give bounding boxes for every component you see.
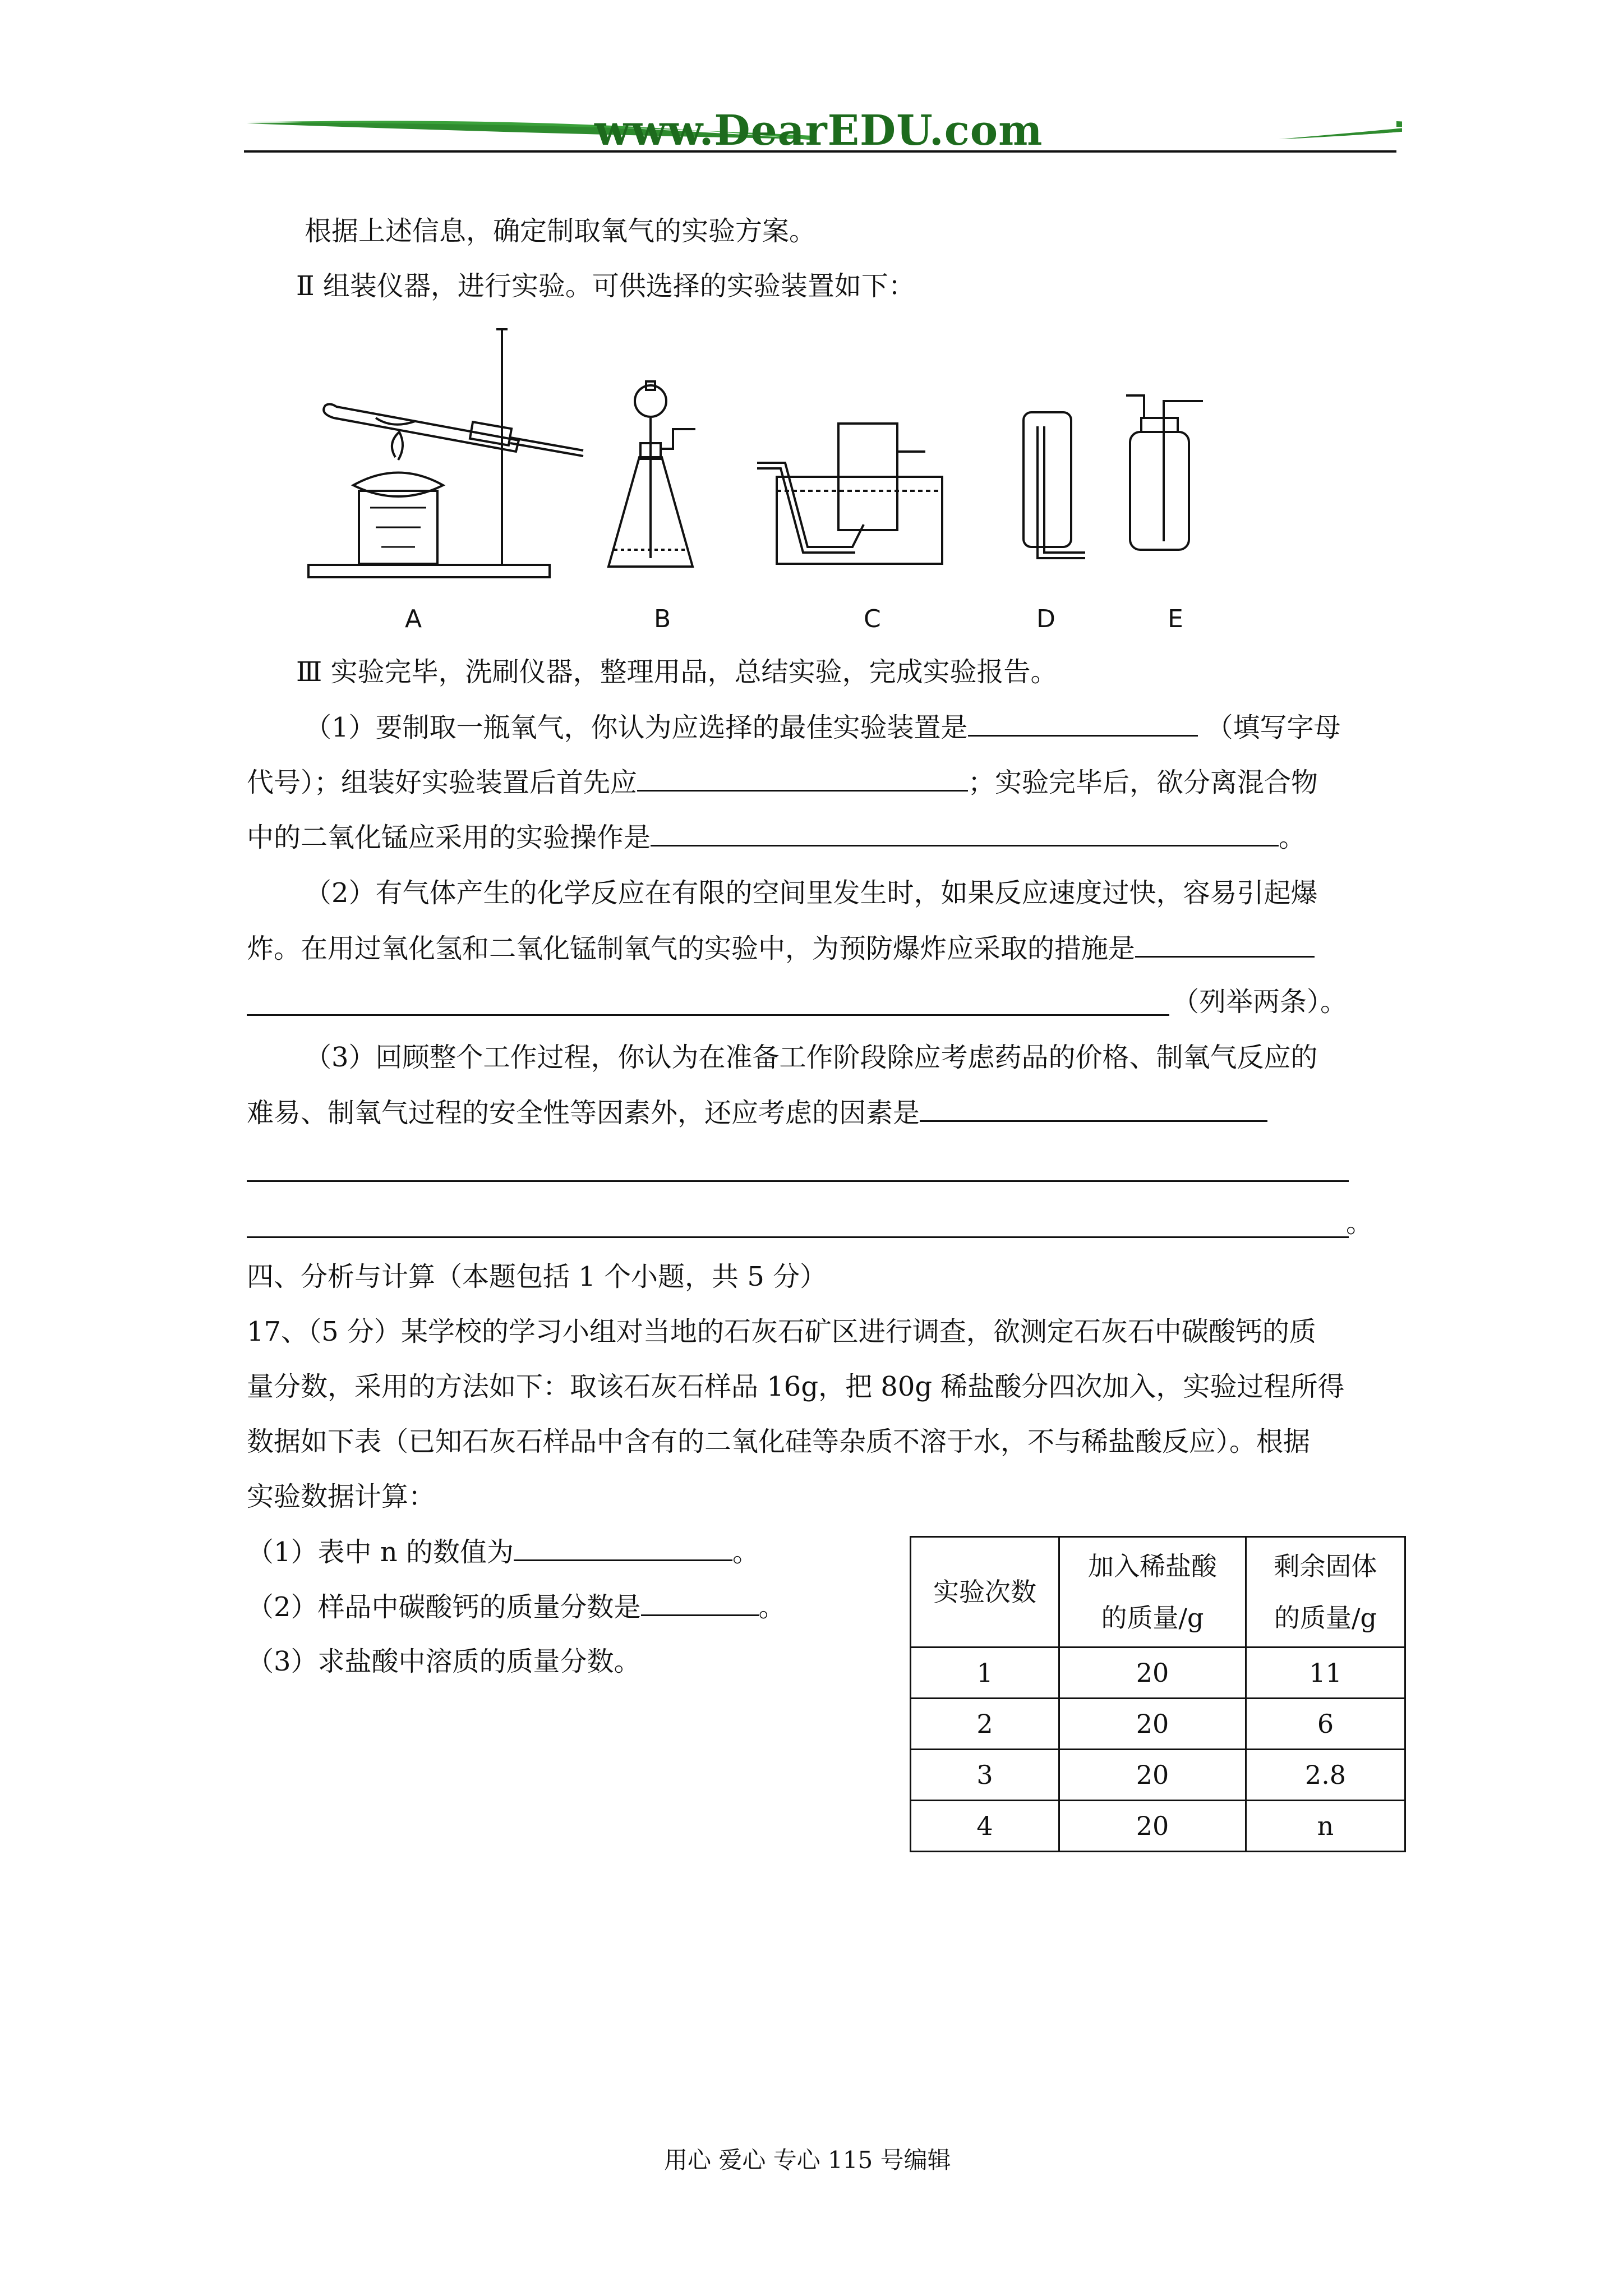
text-line: （3）回顾整个工作过程，你认为在准备工作阶段除应考虑药品的价格、制氧气反应的 <box>305 1042 1318 1073</box>
table-cell: 20 <box>1059 1648 1246 1699</box>
table-row <box>911 1648 1405 1699</box>
text-line: 。 <box>1346 1207 1373 1239</box>
table-cell: 2.8 <box>1246 1750 1405 1801</box>
text-line: Ⅲ 实验完毕，洗刷仪器，整理用品，总结实验，完成实验报告。 <box>296 656 1058 688</box>
answer-rule[interactable] <box>247 1014 1169 1016</box>
text: （2）样品中碳酸钙的质量分数是 <box>247 1591 641 1623</box>
site-logo-text: www.DearEDU.com <box>594 107 1043 155</box>
apparatus-figure <box>303 323 1256 603</box>
table-row <box>911 1801 1405 1852</box>
text: 。 <box>732 1536 759 1568</box>
question-1-line-1 <box>305 710 1341 744</box>
text: 代号）；组装好实验装置后首先应 <box>247 767 638 798</box>
text-line: （列举两条）。 <box>1172 986 1348 1018</box>
answer-blank[interactable] <box>920 1096 1267 1122</box>
question-1-line-3 <box>247 820 1306 854</box>
text: 。 <box>1279 822 1306 853</box>
table-row <box>911 1750 1405 1801</box>
text: （1）表中 n 的数值为 <box>247 1536 514 1568</box>
table-row <box>911 1699 1405 1750</box>
apparatus-c <box>757 424 942 564</box>
text: （1）要制取一瓶氧气，你认为应选择的最佳实验装置是 <box>305 712 968 743</box>
text: （填写字母 <box>1206 712 1341 743</box>
text-line: （2）有气体产生的化学反应在有限的空间里发生时，如果反应速度过快，容易引起爆 <box>305 877 1318 909</box>
subquestion-2 <box>247 1590 786 1624</box>
table-header-cell: 实验次数 <box>911 1537 1059 1648</box>
header-line: 剩余固体 <box>1274 1551 1377 1581</box>
header-rule <box>244 150 1396 153</box>
apparatus-label-a: A <box>405 605 422 633</box>
text-line: 实验数据计算： <box>247 1481 436 1512</box>
table-cell: 11 <box>1246 1648 1405 1699</box>
question-2-line-2 <box>247 931 1315 965</box>
answer-blank[interactable] <box>641 1590 759 1616</box>
text: 。 <box>758 1591 786 1623</box>
table-cell: 6 <box>1246 1699 1405 1750</box>
answer-blank[interactable] <box>637 765 968 792</box>
answer-rule[interactable] <box>247 1180 1349 1182</box>
table-cell: 20 <box>1059 1699 1246 1750</box>
subquestion-1 <box>247 1535 759 1569</box>
table-cell: n <box>1246 1801 1405 1852</box>
answer-blank[interactable] <box>968 710 1198 737</box>
header-line: 的质量/g <box>1101 1603 1204 1633</box>
apparatus-a <box>308 328 583 577</box>
apparatus-label-d: D <box>1036 605 1055 633</box>
text-line: 量分数，采用的方法如下：取该石灰石样品 16g，把 80g 稀盐酸分四次加入，实验过程所得 <box>247 1371 1345 1402</box>
table-header-cell <box>1059 1537 1246 1648</box>
header-line: 的质量/g <box>1274 1603 1377 1633</box>
table-cell: 20 <box>1059 1801 1246 1852</box>
text: 炸。在用过氧化氢和二氧化锰制氧气的实验中，为预防爆炸应采取的措施是 <box>247 933 1136 964</box>
text: 中的二氧化锰应采用的实验操作是 <box>247 822 651 853</box>
apparatus-b <box>608 381 695 567</box>
text-line: 根据上述信息，确定制取氧气的实验方案。 <box>305 215 817 247</box>
question-3-line-2 <box>247 1096 1267 1130</box>
answer-blank[interactable] <box>651 820 1279 846</box>
answer-blank[interactable] <box>1135 931 1315 958</box>
question-1-line-2 <box>247 765 1318 799</box>
table-cell: 20 <box>1059 1750 1246 1801</box>
table-cell: 1 <box>911 1648 1059 1699</box>
answer-blank[interactable] <box>514 1535 732 1561</box>
table-header-cell <box>1246 1537 1405 1648</box>
table-cell: 2 <box>911 1699 1059 1750</box>
header-line: 加入稀盐酸 <box>1088 1551 1217 1581</box>
section-heading: 四、分析与计算（本题包括 1 个小题，共 5 分） <box>247 1261 827 1292</box>
text-line: Ⅱ 组装仪器，进行实验。可供选择的实验装置如下： <box>296 270 915 302</box>
table-header-row <box>911 1537 1405 1648</box>
page-footer: 用心 爱心 专心 115 号编辑 <box>664 2146 951 2174</box>
subquestion-3: （3）求盐酸中溶质的质量分数。 <box>247 1646 641 1677</box>
apparatus-label-b: B <box>654 605 671 633</box>
answer-rule[interactable] <box>247 1236 1349 1238</box>
text-line: 数据如下表（已知石灰石样品中含有的二氧化硅等杂质不溶于水，不与稀盐酸反应）。根据 <box>247 1426 1311 1457</box>
table-cell: 4 <box>911 1801 1059 1852</box>
apparatus-d <box>1023 412 1085 558</box>
text: ；实验完毕后，欲分离混合物 <box>968 767 1318 798</box>
apparatus-label-c: C <box>864 605 881 633</box>
text: 难易、制氧气过程的安全性等因素外，还应考虑的因素是 <box>247 1097 920 1129</box>
experiment-table <box>910 1536 1406 1852</box>
apparatus-e <box>1126 395 1203 550</box>
text-line: 17、（5 分）某学校的学习小组对当地的石灰石矿区进行调查，欲测定石灰石中碳酸钙的质 <box>247 1316 1316 1347</box>
apparatus-label-e: E <box>1168 605 1183 633</box>
table-cell: 3 <box>911 1750 1059 1801</box>
